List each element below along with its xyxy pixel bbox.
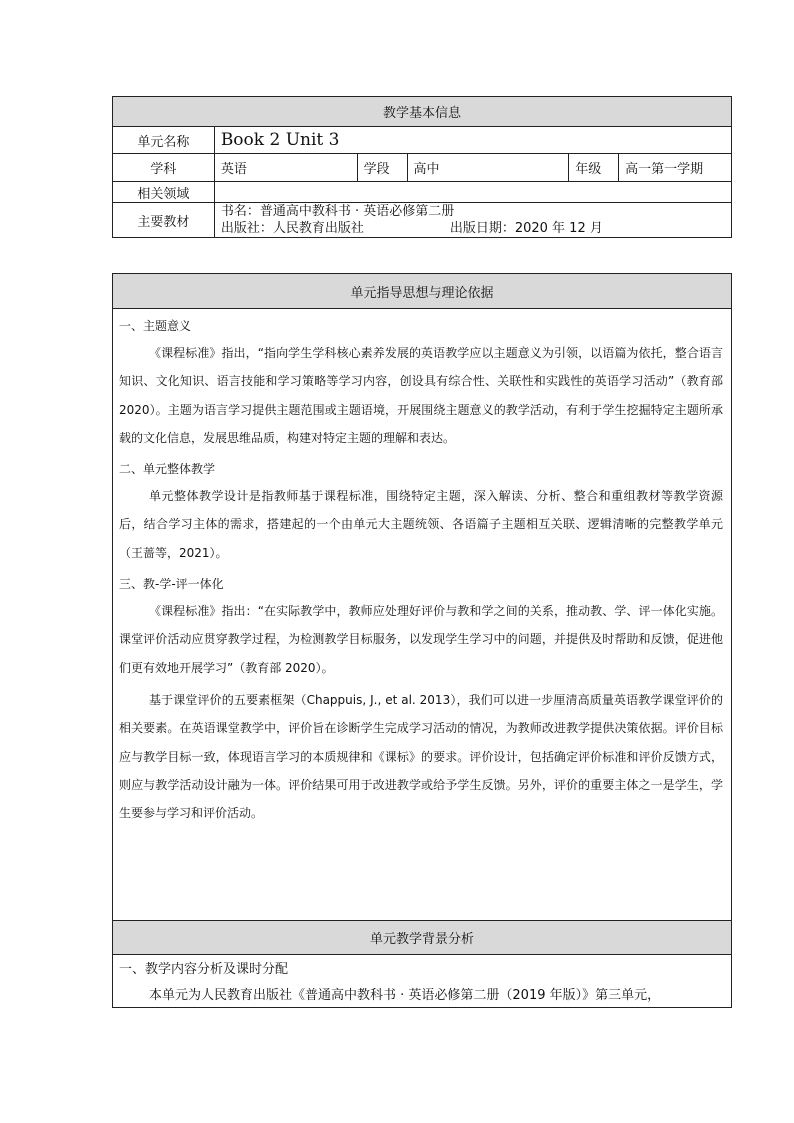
publisher: 出版社：人民教育出版社 (220, 221, 364, 236)
section-title-unit-teaching: 二、单元整体教学 (119, 462, 216, 477)
guidance-table (112, 273, 732, 922)
book-name: 书名：普通高中教科书 · 英语必修第二册 (220, 204, 455, 219)
stage-value: 高中 (407, 154, 569, 182)
guidance-header: 单元指导思想与理论依据 (113, 274, 732, 309)
paragraph-theme: 《课程标准》指出，“指向学生学科核心素养发展的英语教学应以主题意义为引领，以语篇为依托，整合语言知识、文化知识、语言技能和学习策略等学习内容，创设具有综合性、关联性和实践性的英语学习活动”（教育部 2020）。主题为语言学习提供主题范围或主题语境，开展围绕主题意义的教学活动，有利于学生挖掘特定主题所承载的文化信息，发展思维品质，构建对特定主题的理解和表达。 (119, 346, 723, 445)
stage-label: 学段 (357, 154, 407, 182)
publisher-line (221, 220, 731, 237)
unit-name-value: Book 2 Unit 3 (214, 127, 731, 154)
paragraph-content-analysis: 本单元为人民教育出版社《普通高中教科书 · 英语必修第二册（2019 年版）》第三单元， (149, 988, 661, 1003)
paragraph-unit-teaching: 单元整体教学设计是指教师基于课程标准，围绕特定主题，深入解读、分析、整合和重组教材等教学资源后，结合学习主体的需求，搭建起的一个由单元大主题统领、各语篇子主题相互关联、逻辑清晰的完整教学单元（王蔷等，2021）。 (119, 489, 723, 560)
grade-label: 年级 (569, 154, 619, 182)
field-label: 相关领域 (113, 182, 215, 203)
basic-info-table (112, 96, 732, 238)
unit-name-label: 单元名称 (113, 127, 215, 154)
material-label: 主要教材 (113, 203, 215, 238)
section-title-content-analysis: 一、教学内容分析及课时分配 (119, 962, 289, 977)
grade-value: 高一第一学期 (619, 154, 732, 182)
subject-label: 学科 (113, 154, 215, 182)
basic-info-header: 教学基本信息 (113, 97, 732, 127)
paragraph-assessment-1: 《课程标准》指出：“在实际教学中，教师应处理好评价与教和学之间的关系，推动教、学、评一体化实施。课堂评价活动应贯穿教学过程，为检测教学目标服务，以发现学生学习中的问题，并提供及时帮助和反馈，促进他们更有效地开展学习”（教育部 2020）。 (119, 604, 723, 675)
material-value (214, 203, 731, 238)
section-title-assessment: 三、教-学-评一体化 (119, 577, 224, 592)
section-title-theme: 一、主题意义 (119, 319, 192, 333)
field-value (214, 182, 731, 203)
paragraph-assessment-2: 基于课堂评价的五要素框架（Chappuis, J., et al. 2013），我们可以进一步厘清高质量英语教学课堂评价的相关要素。在英语课堂教学中，评价旨在诊断学生完成学习活动的情况，为教师改进教学提供决策依据。评价目标应与教学目标一致，体现语言学习的本质规律和《课标》的要求。评价设计，包括确定评价标准和评价反馈方式，则应与教学活动设计融为一体。评价结果可用于改进教学或给予学生反馈。另外，评价的重要主体之一是学生，学生要参与学习和评价活动。 (119, 692, 723, 821)
background-table (112, 920, 732, 1008)
guidance-body (113, 309, 732, 922)
pub-date: 出版日期：2020 年 12 月 (449, 221, 603, 236)
background-body (113, 955, 732, 1008)
subject-value: 英语 (214, 154, 357, 182)
background-header: 单元教学背景分析 (113, 921, 732, 955)
